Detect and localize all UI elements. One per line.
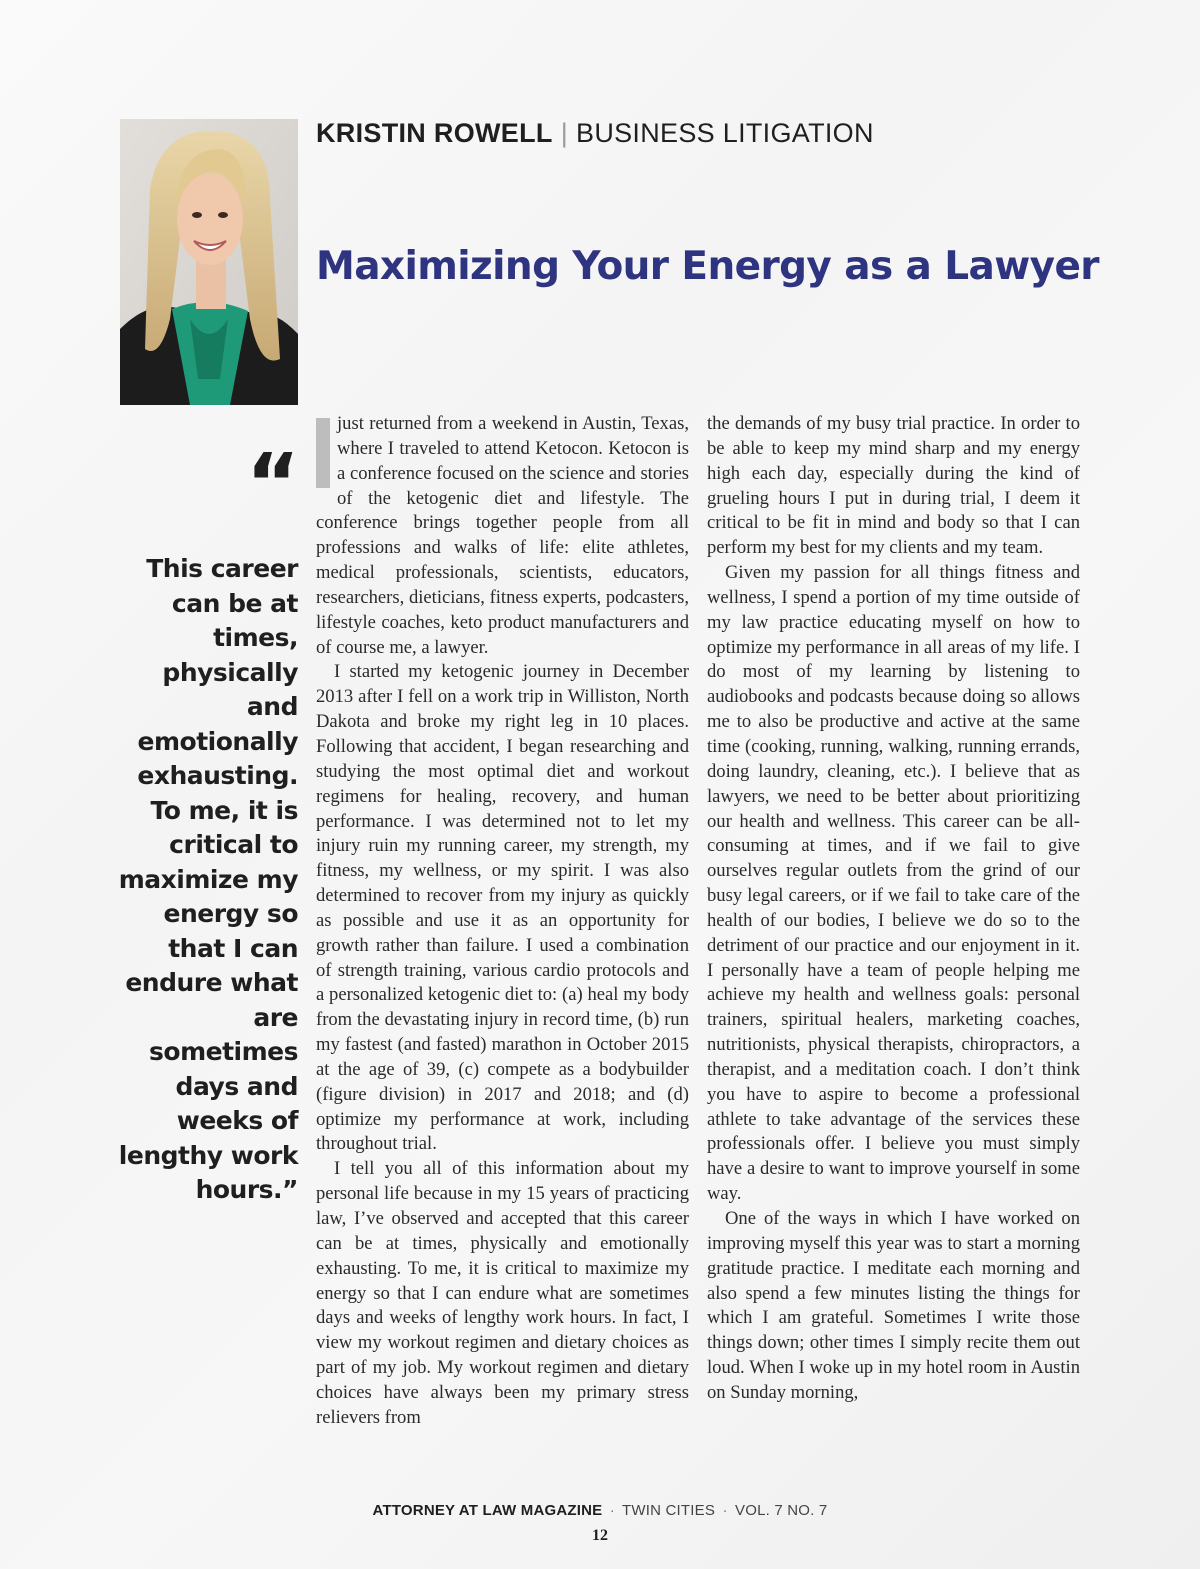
- magazine-name: ATTORNEY AT LAW MAGAZINE: [372, 1502, 603, 1519]
- author-portrait: [120, 119, 298, 405]
- paragraph: I started my ketogenic journey in December 2013 after I fell on a work trip in Williston, North Dakota and broke my right leg in 10 places. Following that accident, I began researching and studying the most optimal diet and workout regimens for healing, recovery, and human performance. I was determined not to let my injury ruin my running career, my strength, my fitness, my wellness, or my spirit. I was also determined to recover from my injury as quickly as possible and use it as an opportunity for growth rather than failure. I used a combination of strength training, various cardio protocols and a personalized ketogenic diet to: (a) heal my body from the devastating injury in record time, (b) run my fastest (and fasted) marathon in October 2015 at the age of 39, (c) compete as a bodybuilder (figure division) in 2017 and 2018; and (d) optimize my performance at work, including throughout trial.: [316, 661, 689, 1155]
- footer-dot: ·: [722, 1502, 728, 1519]
- article-column-1: [316, 412, 689, 1431]
- article-column-2: [707, 412, 1080, 1406]
- pull-quote: This career can be at times, physically and emotionally exhausting. To me, it is critical to maximize my energy so that I can endure what are sometimes days and weeks of lengthy work hours.”: [118, 554, 298, 1204]
- paragraph: Given my passion for all things fitness and wellness, I spend a portion of my time outside of my law practice educating myself on how to optimize my performance in all areas of my life. I do most of my learning by listening to audiobooks and podcasts because doing so allows me to also be productive and active at the same time (cooking, running, walking, running errands, doing laundry, cleaning, etc.). I believe that as lawyers, we need to be better about prioritizing our health and wellness. This career can be all-consuming at times, and if we fail to give ourselves regular outlets from the grind of our busy legal careers, or if we fail to take care of the health of our bodies, I believe we do so to the detriment of our practice and our enjoyment in it. I personally have a team of people helping me achieve my health and wellness goals: personal trainers, spiritual healers, marketing coaches, nutritionists, physical therapists, chiropractors, a therapist, and a meditation coach. I don’t think you have to aspire to become a professional athlete to take advantage of the services these professionals offer. I believe you must simply have a desire to want to improve yourself in some way.: [707, 562, 1080, 1205]
- byline: [316, 118, 874, 149]
- footer-dot: ·: [609, 1502, 615, 1519]
- author-name: KRISTIN ROWELL: [316, 118, 553, 148]
- article-headline: Maximizing Your Energy as a Lawyer: [316, 244, 1099, 289]
- byline-separator: |: [560, 118, 569, 148]
- volume-label: VOL. 7 NO. 7: [735, 1502, 828, 1519]
- paragraph: One of the ways in which I have worked on improving myself this year was to start a morning gratitude practice. I meditate each morning and also spend a few minutes listing the things for which I am grateful. Sometimes I write those things down; other times I simply recite them out loud. When I woke up in my hotel room in Austin on Sunday morning,: [707, 1208, 1080, 1403]
- edition-label: TWIN CITIES: [622, 1502, 716, 1519]
- paragraph: the demands of my busy trial practice. In order to be able to keep my mind sharp and my energy high each day, especially during the kind of grueling hours I put in during trial, I deem it critical to be fit in mind and body so that I can perform my best for my clients and my team.: [707, 413, 1080, 559]
- left-double-quote-icon: “: [246, 437, 300, 532]
- page-number: 12: [592, 1527, 608, 1544]
- section-label: BUSINESS LITIGATION: [576, 118, 874, 148]
- paragraph: I tell you all of this information about my personal life because in my 15 years of practicing law, I’ve observed and accepted that this career can be at times, physically and emotionally exhausting. To me, it is critical to maximize my energy so that I can endure what are sometimes days and weeks of lengthy work hours. In fact, I view my workout regimen and dietary choices as part of my job. My workout regimen and dietary choices have always been my primary stress relievers from: [316, 1158, 689, 1428]
- page-footer: [0, 1502, 1200, 1519]
- paragraph: just returned from a weekend in Austin, Texas, where I traveled to attend Ketocon. Ketocon is a conference focused on the science and stories of the ketogenic diet and lifestyle. The conference brings together people from all professions and walks of life: elite athletes, medical professionals, scientists, educators, researchers, dieticians, fitness experts, podcasters, lifestyle coaches, keto product manufacturers and of course me, a lawyer.: [316, 413, 689, 658]
- drop-cap-block: [316, 418, 330, 488]
